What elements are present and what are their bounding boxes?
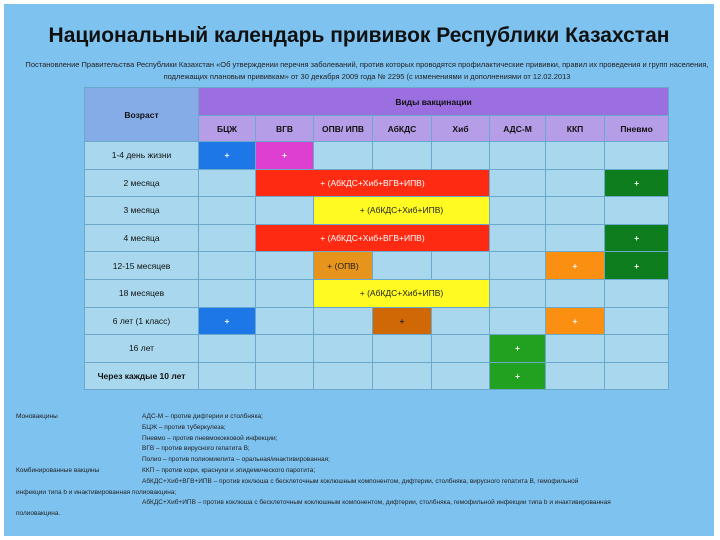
col-header-pneumo: Пневмо bbox=[605, 116, 669, 142]
col-header-vgv: ВГВ bbox=[256, 116, 314, 142]
note-line: инфекции типа b и инактивированная полиовакцина; bbox=[16, 488, 177, 496]
kkp-cell: + bbox=[546, 307, 605, 335]
table-row bbox=[85, 142, 669, 170]
mono-label: Моновакцины bbox=[16, 413, 58, 420]
age-cell: 18 месяцев bbox=[85, 279, 199, 307]
page-title: Национальный календарь прививок Республики Казахстан bbox=[48, 24, 670, 47]
col-header-ads-m: АДС-М bbox=[490, 116, 546, 142]
col-header-abkds: АбКДС bbox=[373, 116, 432, 142]
note-line: Полио – против полиомиелита – оральная/инактивированная; bbox=[142, 456, 330, 464]
age-cell: Через каждые 10 лет bbox=[85, 362, 199, 390]
ads-m-cell: + bbox=[490, 362, 546, 390]
combo-vaccine-cell: + (АбКДС+Хиб+ИПВ) bbox=[314, 279, 490, 307]
age-cell: 16 лет bbox=[85, 335, 199, 363]
table-row bbox=[85, 362, 669, 390]
col-header-opv-ipv: ОПВ/ ИПВ bbox=[314, 116, 373, 142]
col-header-kkp: ККП bbox=[546, 116, 605, 142]
opv-cell: + (ОПВ) bbox=[314, 252, 373, 280]
bcg-cell: + bbox=[199, 307, 256, 335]
note-line: Пневмо – против пневмококковой инфекции; bbox=[142, 434, 278, 442]
akds-cell: + bbox=[373, 307, 432, 335]
note-line: АбКДС+Хиб+ВГВ+ИПВ – против коклюша с бесклеточным коклюшным компонентом, дифтерии, столбняка, вирусного гепатита В, гемофильной bbox=[142, 477, 579, 485]
kkp-cell: + bbox=[546, 252, 605, 280]
table-row bbox=[85, 197, 669, 225]
table-row bbox=[85, 252, 669, 280]
ads-m-cell: + bbox=[490, 335, 546, 363]
vaccines-header: Виды вакцинации bbox=[199, 88, 669, 116]
table-row bbox=[85, 169, 669, 197]
age-cell: 3 месяца bbox=[85, 197, 199, 225]
note-line: полиовакцина. bbox=[16, 510, 61, 518]
slide-sheet bbox=[4, 4, 714, 536]
legend-notes bbox=[16, 412, 716, 520]
col-header-bcg: БЦЖ bbox=[199, 116, 256, 142]
table-row bbox=[85, 307, 669, 335]
age-cell: 1-4 день жизни bbox=[85, 142, 199, 170]
note-line: АбКДС+Хиб+ИПВ – против коклюша с бесклеточным коклюшным компонентом, дифтерии, столбняка, гемофильной инфекции типа b и инактивированная bbox=[142, 499, 611, 507]
note-line: ВГВ – против вирусного гепатита В; bbox=[142, 445, 250, 453]
combo-label: Комбинированные вакцины bbox=[16, 466, 100, 474]
vgv-cell: + bbox=[256, 142, 314, 170]
pneumo-cell: + bbox=[605, 252, 669, 280]
pneumo-cell: + bbox=[605, 224, 669, 252]
note-line: АДС-М – против дифтерии и столбняка; bbox=[142, 413, 263, 420]
combo-vaccine-cell: + (АбКДС+Хиб+ВГВ+ИПВ) bbox=[256, 224, 490, 252]
combo-vaccine-cell: + (АбКДС+Хиб+ИПВ) bbox=[314, 197, 490, 225]
pneumo-cell: + bbox=[605, 169, 669, 197]
table-row bbox=[85, 279, 669, 307]
combo-vaccine-cell: + (АбКДС+Хиб+ВГВ+ИПВ) bbox=[256, 169, 490, 197]
age-cell: 12-15 месяцев bbox=[85, 252, 199, 280]
table-row bbox=[85, 335, 669, 363]
subtitle: Постановление Правительства Республики Казахстан «Об утверждении перечня заболеваний, против которых проводятся профилактические прививки, правил их проведения и групп населения, подлежащих плановым прививкам» от 30 декабря 2009 года № 2295 (с изменениями и дополнениями от 12.02.2013 bbox=[25, 60, 709, 81]
col-header-hib: Хиб bbox=[432, 116, 490, 142]
age-cell: 6 лет (1 класс) bbox=[85, 307, 199, 335]
table-row bbox=[85, 224, 669, 252]
bcg-cell: + bbox=[199, 142, 256, 170]
age-cell: 2 месяца bbox=[85, 169, 199, 197]
note-line: ККП – против кори, краснухи и эпидемического паротита; bbox=[142, 466, 316, 474]
age-header: Возраст bbox=[85, 88, 199, 142]
vaccination-calendar-table bbox=[84, 87, 669, 390]
age-cell: 4 месяца bbox=[85, 224, 199, 252]
note-line: БЦЖ – против туберкулеза; bbox=[142, 423, 226, 431]
